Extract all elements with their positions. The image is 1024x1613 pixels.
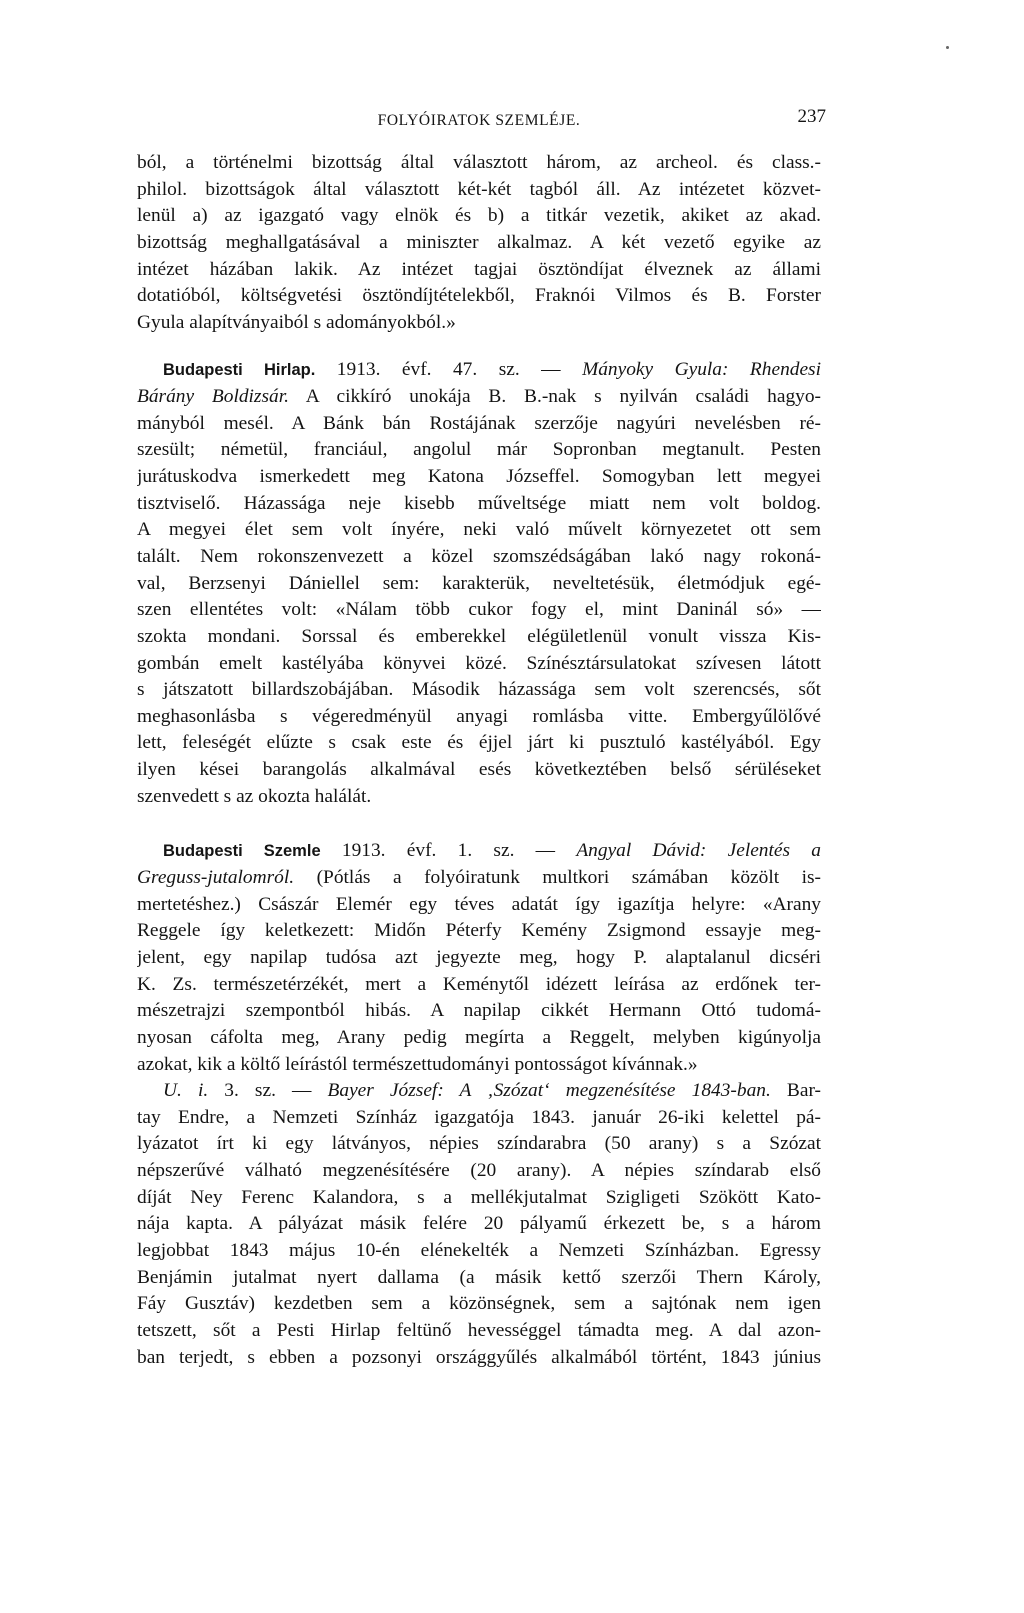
- running-title: FOLYÓIRATOK SZEMLÉJE.: [377, 112, 581, 129]
- text-line: Fáy Gusztáv) kezdetben sem a közönségnek, sem a sajtónak nem igen: [137, 1293, 821, 1315]
- issue-info: 3. sz. —: [208, 1080, 328, 1102]
- article-author-title: Angyal Dávid: Jelentés a: [576, 840, 821, 862]
- text-line: Gyula alapítványaiból s adományokból.»: [137, 311, 456, 333]
- text-line: szesült; németül, franciául, angolul már Sopronban megtanult. Pesten: [137, 439, 821, 461]
- text-line: Bárány Boldizsár. A cikkíró unokája B. B.-nak s nyilván családi hagyo-: [137, 386, 821, 408]
- text-line: mészetrajzi szempontból hibás. A napilap cikkét Hermann Ottó tudomá-: [137, 1000, 821, 1022]
- entry-heading-line: U. i. 3. sz. — Bayer József: A ‚Szózat‘ megzenésítése 1843-ban. Bar-: [163, 1080, 821, 1102]
- text-line: ban terjedt, s ebben a pozsonyi országgyűlés alkalmából történt, 1843 június: [137, 1346, 821, 1368]
- source-title: Budapesti Hirlap.: [163, 361, 316, 380]
- text-line: népszerűvé válható megzenésítésére (20 arany). A népies színdarab első: [137, 1160, 821, 1182]
- article-title-end: Greguss-jutalomról.: [137, 867, 295, 889]
- paper-speck: [946, 46, 949, 49]
- text-line: tetszett, sőt a Pesti Hirlap feltünő hevességgel támadta meg. A dal azon-: [137, 1319, 821, 1341]
- text-line: díját Ney Ferenc Kalandora, s a mellékjutalmat Szigligeti Szökött Kato-: [137, 1186, 821, 1208]
- text-line: Greguss-jutalomról. (Pótlás a folyóiratunk multkori számában közölt is-: [137, 867, 821, 889]
- text-line: talált. Nem rokonszenvezett a közel szomszédságában lakó nagy rokoná-: [137, 545, 821, 567]
- text-line: tay Endre, a Nemzeti Színház igazgatója 1843. január 26-iki kelettel pá-: [137, 1106, 821, 1128]
- text-line: val, Berzsenyi Dániellel sem: karakterük, neveltetésük, életmódjuk egé-: [137, 572, 821, 594]
- paragraph-gap: [137, 810, 821, 838]
- text-line: intézet házában lakik. Az intézet tagjai ösztöndíjat élveznek az állami: [137, 258, 821, 280]
- text-line: ból, a történelmi bizottság által választott három, az archeol. és class.-: [137, 152, 821, 173]
- text-line: tisztviselő. Házassága neje kisebb műveltsége miatt nem volt boldog.: [137, 492, 821, 514]
- running-header: [138, 106, 826, 136]
- text-line: szenvedett s az okozta halálát.: [137, 785, 372, 807]
- text-line: bizottság meghallgatásával a miniszter alkalmaz. A két vezető egyike az: [137, 231, 821, 253]
- text-line: mányból mesél. A Bánk bán Rostájának szerzője nagyúri nevelésben ré-: [137, 412, 821, 434]
- text-line: lett, feleségét elűzte s csak este és éjjel járt ki pusztuló kastélyából. Egy: [137, 732, 821, 754]
- article-title-end: Bárány Boldizsár.: [137, 386, 289, 408]
- issue-info: 1913. évf. 47. sz. —: [315, 359, 583, 381]
- text-line: Reggele így keletkezett: Midőn Péterfy Kemény Zsigmond essayje meg-: [137, 920, 821, 942]
- text-line: nája kapta. A pályázat másik felére 20 pályamű érkezett be, s a három: [137, 1213, 821, 1235]
- source-abbrev: U. i.: [163, 1080, 209, 1102]
- text-line: A megyei élet sem volt ínyére, neki való művelt környezetet ott sem: [137, 519, 821, 541]
- issue-info: 1913. évf. 1. sz. —: [320, 840, 577, 862]
- body-text: [137, 150, 821, 1371]
- text-line: szokta mondani. Sorssal és emberekkel elégületlenül vonult vissza Kis-: [137, 625, 821, 647]
- text-line: gombán emelt kastélyába könyvei közé. Színésztársulatokat szívesen látott: [137, 652, 821, 674]
- text-line: lyázatot írt ki egy látványos, népies színdarabra (50 arany) s a Szózat: [137, 1133, 821, 1155]
- text-line: dotatióból, költségvetési ösztöndíjtételekből, Fraknói Vilmos és B. Forster: [137, 285, 821, 307]
- text-line: azokat, kik a költő leírástól természettudományi pontosságot kívánnak.»: [137, 1053, 698, 1075]
- text-line: mertetéshez.) Császár Elemér egy téves adatát így igazítja helyre: «Arany: [137, 893, 821, 915]
- page-number: 237: [797, 106, 826, 127]
- article-author-title: Mányoky Gyula: Rhendesi: [582, 359, 821, 381]
- text-line: philol. bizottságok által választott két-két tagból áll. Az intézetet közvet-: [137, 178, 821, 200]
- paragraph-gap: [137, 336, 821, 357]
- article-author-title: Bayer József: A ‚Szózat‘ megzenésítése 1843-ban.: [327, 1080, 771, 1102]
- text-line: jurátuskodva ismerkedett meg Katona Józseffel. Somogyban lett megyei: [137, 466, 821, 488]
- text-line: K. Zs. természetérzékét, mert a Keménytől idézett leírása az erdőnek ter-: [137, 973, 821, 995]
- text-line: s játszatott billardszobájában. Második házassága sem volt szerencsés, sőt: [137, 679, 821, 701]
- entry-heading-line: [137, 357, 821, 384]
- text-line: Benjámin jutalmat nyert dallama (a másik kettő szerzői Thern Károly,: [137, 1266, 821, 1288]
- text-line: ilyen kései barangolás alkalmával esés következtében belső sérüléseket: [137, 759, 821, 781]
- text-line: jelent, egy napilap tudósa azt jegyezte meg, hogy P. alaptalanul dicséri: [137, 946, 821, 968]
- text-line: meghasonlásba s végeredményül anyagi romlásba vitte. Embergyűlölővé: [137, 705, 821, 727]
- text-line: nyosan cáfolta meg, Arany pedig megírta a Reggelt, melyben kigúnyolja: [137, 1026, 821, 1048]
- text-line: legjobbat 1843 május 10-én elénekelték a Nemzeti Színházban. Egressy: [137, 1239, 821, 1261]
- entry-heading-line: [137, 838, 821, 865]
- text-line: szen ellentétes volt: «Nálam több cukor fogy el, mint Daninál só» —: [137, 599, 821, 621]
- source-title: Budapesti Szemle: [163, 842, 321, 861]
- text-line: lenül a) az igazgató vagy elnök és b) a titkár vezetik, akiket az akad.: [137, 205, 821, 227]
